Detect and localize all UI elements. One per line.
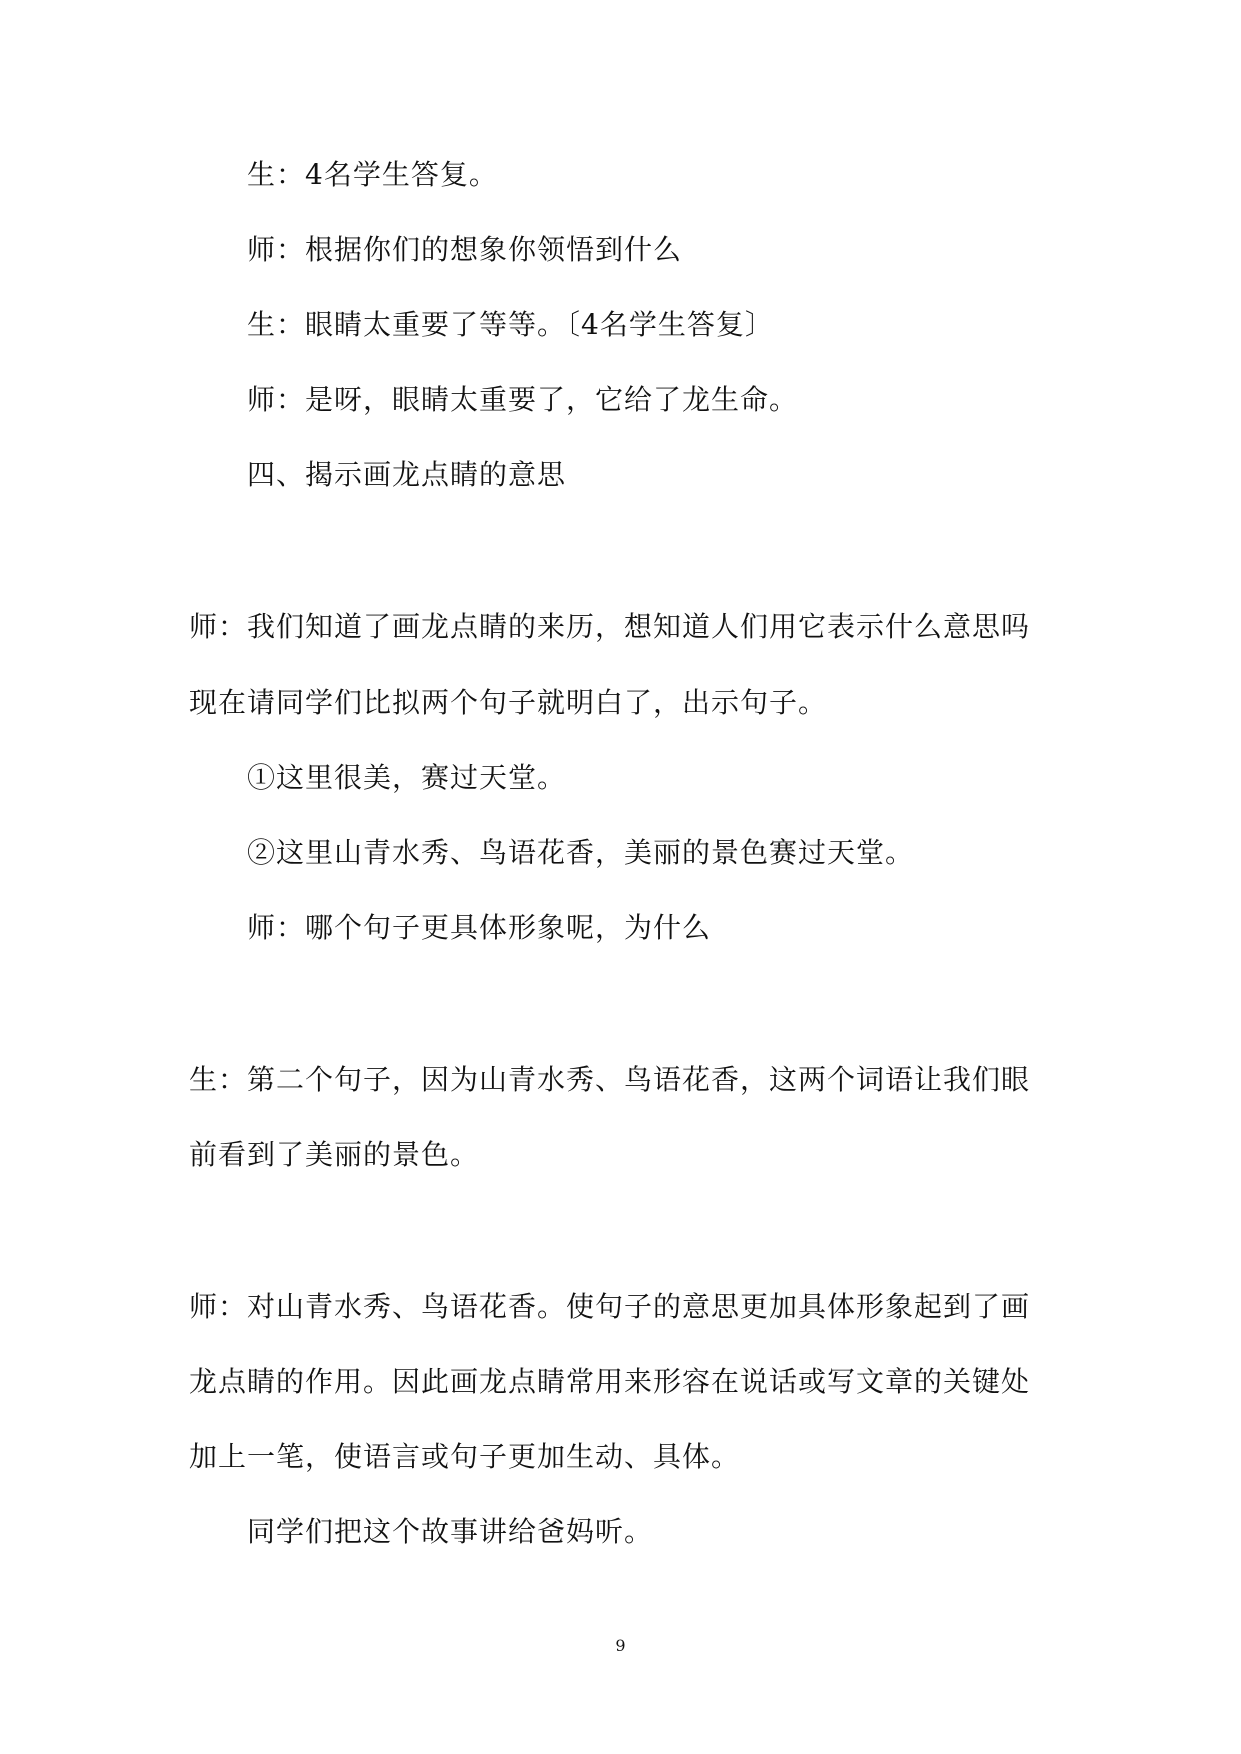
example-sentence-1: ①这里很美，赛过天堂。: [247, 761, 567, 794]
text-line-4: 师：是呀，眼睛太重要了，它给了龙生命。: [247, 383, 799, 416]
text-line-15: 加上一笔，使语言或句子更加生动、具体。: [189, 1440, 741, 1473]
text-line-1: 生：4名学生答复。: [247, 158, 498, 191]
section-heading: 四、揭示画龙点睛的意思: [247, 458, 567, 491]
page-number: 9: [615, 1636, 626, 1655]
text-line-3: 生：眼睛太重要了等等。〔4名学生答复〕: [247, 308, 774, 341]
text-line-7: 现在请同学们比拟两个句子就明白了，出示句子。: [189, 686, 828, 719]
text-line-14: 龙点睛的作用。因此画龙点睛常用来形容在说话或写文章的关键处: [189, 1365, 1031, 1398]
text-line-11: 生：第二个句子，因为山青水秀、鸟语花香，这两个词语让我们眼: [189, 1063, 1031, 1096]
text-line-10: 师：哪个句子更具体形象呢，为什么: [247, 911, 712, 944]
text-line-16: 同学们把这个故事讲给爸妈听。: [247, 1515, 654, 1548]
text-line-13: 师：对山青水秀、鸟语花香。使句子的意思更加具体形象起到了画: [189, 1290, 1031, 1323]
text-line-6: 师：我们知道了画龙点睛的来历，想知道人们用它表示什么意思吗: [189, 610, 1031, 643]
example-sentence-2: ②这里山青水秀、鸟语花香，美丽的景色赛过天堂。: [247, 836, 915, 869]
text-line-12: 前看到了美丽的景色。: [189, 1138, 480, 1171]
text-line-2: 师：根据你们的想象你领悟到什么: [247, 233, 683, 266]
